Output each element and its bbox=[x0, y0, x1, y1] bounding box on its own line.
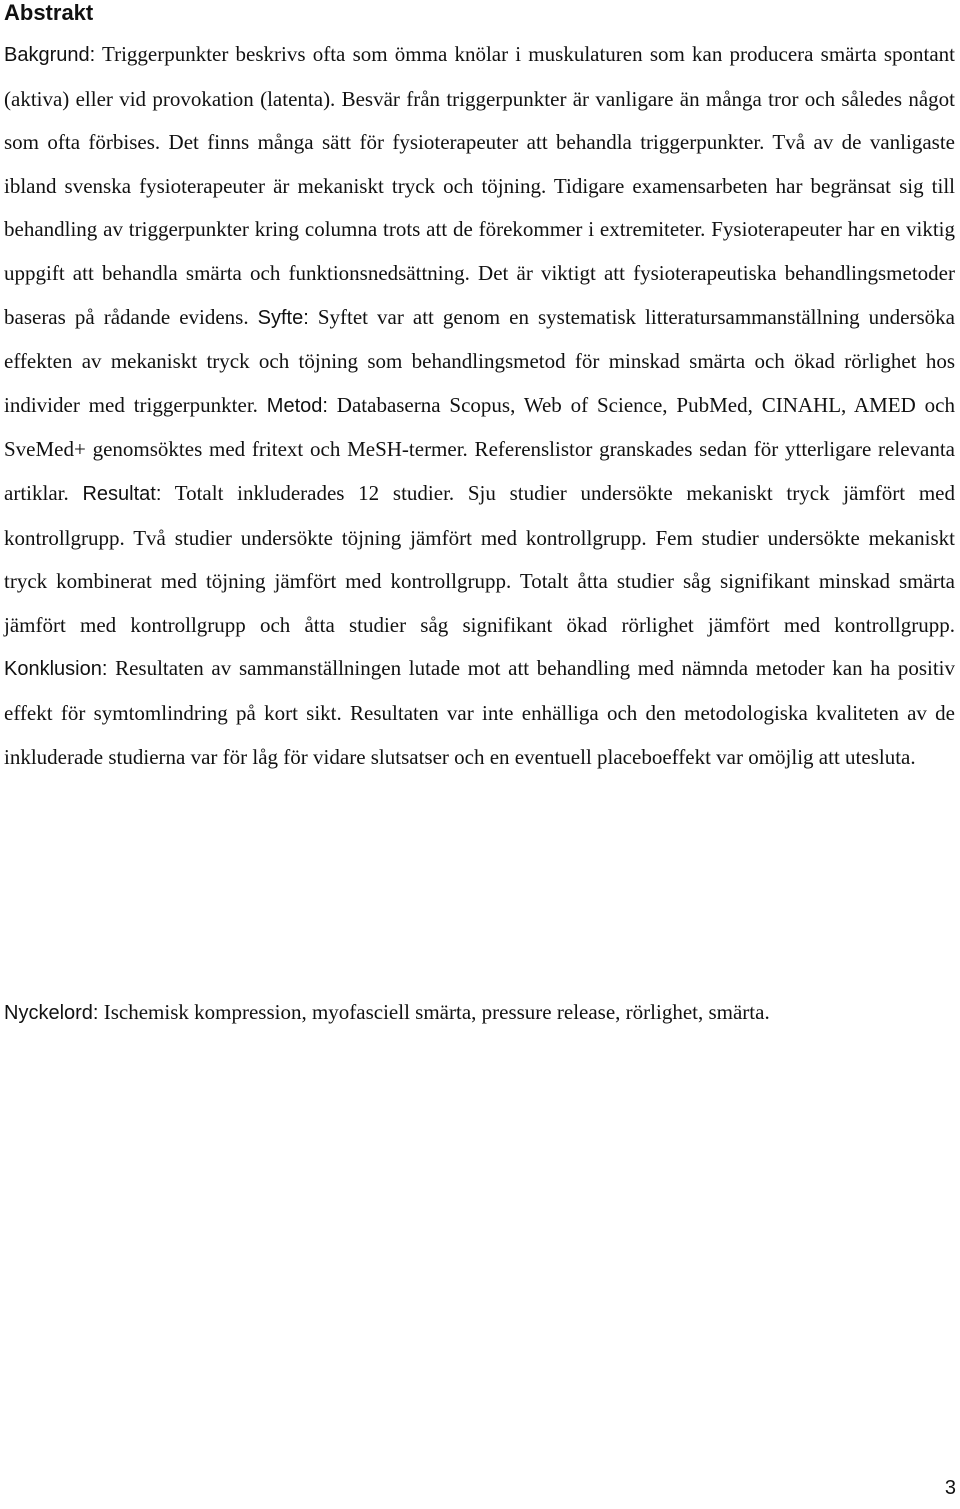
konklusion-text: Resultaten av sammanställningen lutade mot att behandling med nämnda metoder kan ha positiv effekt för symtomlindring på kort sikt. Resultaten var inte enhälliga och den metodologiska kvaliteten av de inkluderade studierna var för låg för vidare slutsatser och en eventuell placeboeffekt var omöjlig att utesluta. bbox=[4, 656, 955, 769]
konklusion-label: Konklusion: bbox=[4, 658, 108, 681]
metod-label: Metod: bbox=[266, 394, 328, 417]
keywords-text: Ischemisk kompression, myofasciell smärta, pressure release, rörlighet, smärta. bbox=[98, 1000, 770, 1024]
page-number: 3 bbox=[944, 1477, 956, 1499]
resultat-text: Totalt inkluderades 12 studier. Sju studier undersökte mekaniskt tryck jämfört med kontrollgrupp. Två studier undersökte töjning jämfört med kontrollgrupp. Fem studier undersökte mekaniskt tryck kombinerat med töjning jämfört med kontrollgrupp. Totalt åtta studier såg signifikant minskad smärta jämfört med kontrollgrupp och åtta studier såg signifikant ökad rörlighet jämfört med kontrollgrupp. bbox=[4, 480, 955, 637]
bakgrund-label: Bakgrund: bbox=[4, 44, 96, 66]
keywords-label: Nyckelord: bbox=[4, 1002, 99, 1024]
keywords-line bbox=[4, 990, 955, 1035]
bakgrund-text: Triggerpunkter beskrivs ofta som ömma knölar i muskulaturen som kan producera smärta spontant (aktiva) eller vid provokation (latenta). Besvär från triggerpunkter är vanligare än många tror och således något som ofta förbises. Det finns många sätt för fysioterapeuter att behandla triggerpunkter. Två av de vanligaste ibland svenska fysioterapeuter är mekaniskt tryck och töjning. Tidigare examensarbeten har begränsat sig till behandling av triggerpunkter kring columna trots att de förekommer i extremiteter. Fysioterapeuter har en viktig uppgift att behandla smärta och funktionsnedsättning. Det är viktigt att fysioterapeutiska behandlingsmetoder baseras på rådande evidens. bbox=[4, 42, 955, 329]
metod-text: Databaserna Scopus, Web of Science, PubMed, CINAHL, AMED och SveMed+ genomsöktes med fritext och MeSH-termer. Referenslistor granskades sedan för ytterligare relevanta artiklar. bbox=[4, 392, 955, 505]
resultat-label: Resultat: bbox=[82, 482, 162, 505]
syfte-label: Syfte: bbox=[257, 306, 309, 329]
syfte-text: Syftet var att genom en systematisk litteratursammanställning undersöka effekten av mekaniskt tryck och töjning som behandlingsmetod för minskad smärta och ökad rörlighet hos individer med triggerpunkter. bbox=[4, 304, 955, 417]
abstract-heading: Abstrakt bbox=[4, 0, 94, 25]
abstract-body bbox=[4, 33, 955, 779]
